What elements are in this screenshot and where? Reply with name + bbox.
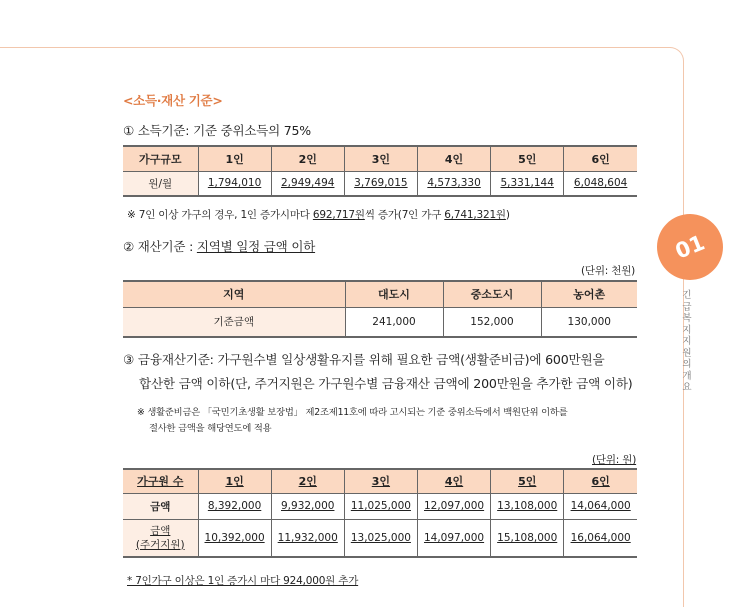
header-3: 3인 — [344, 469, 417, 493]
header-5: 5인 — [491, 469, 564, 493]
table-cell: 9,932,000 — [271, 493, 344, 519]
table-cell: 13,108,000 — [491, 493, 564, 519]
income-note: ※ 7인 이상 가구의 경우, 1인 증가시마다 692,717원씩 증가(7인 가구 6,741,321원) — [127, 209, 510, 221]
table-cell: 14,064,000 — [564, 493, 637, 519]
header-1: 1인 — [198, 469, 271, 493]
header-3: 3인 — [344, 146, 417, 171]
table-cell: 3,769,015 — [344, 171, 417, 196]
table-cell: 1,794,010 — [198, 171, 271, 196]
table-cell: 11,932,000 — [271, 519, 344, 557]
row-label: 원/월 — [123, 171, 198, 196]
chapter-side-label: 긴급복지지원의 개요 — [682, 290, 692, 393]
table-cell: 6,048,604 — [564, 171, 637, 196]
header-5: 5인 — [491, 146, 564, 171]
table-cell: 152,000 — [443, 307, 541, 337]
table-cell: 2,949,494 — [271, 171, 344, 196]
financial-table — [123, 468, 637, 558]
row-label: 금액 — [123, 493, 198, 519]
income-table — [123, 145, 637, 197]
section-title: <소득·재산 기준> — [123, 93, 223, 108]
table-cell: 15,108,000 — [491, 519, 564, 557]
financial-note-2: 절사한 금액을 해당연도에 적용 — [149, 423, 272, 434]
property-table — [123, 280, 637, 338]
financial-line-1: ③ 금융재산기준: 가구원수별 일상생활유지를 위해 필요한 금액(생활준비금)에 600만원을 — [123, 352, 605, 367]
row-label-housing: 금액 (주거지원) — [123, 519, 198, 557]
header-household-members: 가구원 수 — [123, 469, 198, 493]
table-cell: 16,064,000 — [564, 519, 637, 557]
header-rural: 농어촌 — [541, 281, 637, 307]
header-6: 6인 — [564, 146, 637, 171]
table-cell: 130,000 — [541, 307, 637, 337]
table-cell: 10,392,000 — [198, 519, 271, 557]
financial-line-2: 합산한 금액 이하(단, 주거지원은 가구원수별 금융재산 금액에 200만원을 추가한 금액 이하) — [139, 376, 633, 391]
table-cell: 8,392,000 — [198, 493, 271, 519]
row-label: 기준금액 — [123, 307, 345, 337]
financial-note-1: ※ 생활준비금은 「국민기초생활 보장법」 제2조제11호에 따라 고시되는 기준 중위소득에서 백원단위 이하를 — [137, 407, 568, 418]
income-marker: ① — [123, 123, 135, 138]
table-cell: 11,025,000 — [344, 493, 417, 519]
note-total: 6,741,321원 — [444, 209, 506, 221]
header-2: 2인 — [271, 469, 344, 493]
header-small-city: 중소도시 — [443, 281, 541, 307]
chapter-badge: 01 — [647, 204, 733, 290]
header-4: 4인 — [417, 146, 490, 171]
table-cell: 241,000 — [345, 307, 443, 337]
table-cell: 13,025,000 — [344, 519, 417, 557]
property-unit: (단위: 천원) — [581, 265, 636, 277]
property-label: 재산기준 : — [137, 239, 194, 254]
header-metro: 대도시 — [345, 281, 443, 307]
income-text: 소득기준: 기준 중위소득의 75% — [137, 123, 311, 138]
header-1: 1인 — [198, 146, 271, 171]
header-6: 6인 — [564, 469, 637, 493]
header-2: 2인 — [271, 146, 344, 171]
note-amount: 692,717원 — [312, 209, 365, 221]
table-cell: 5,331,144 — [491, 171, 564, 196]
table-cell: 12,097,000 — [417, 493, 490, 519]
header-region: 지역 — [123, 281, 345, 307]
table-cell: 14,097,000 — [417, 519, 490, 557]
table-cell: 4,573,330 — [417, 171, 490, 196]
property-marker: ② — [123, 239, 135, 254]
header-household-size: 가구규모 — [123, 146, 198, 171]
financial-unit: (단위: 원) — [592, 454, 637, 466]
property-text: 지역별 일정 금액 이하 — [196, 239, 316, 254]
property-criterion — [123, 237, 315, 255]
header-4: 4인 — [417, 469, 490, 493]
financial-footnote: * 7인가구 이상은 1인 증가시 마다 924,000원 추가 — [127, 575, 359, 587]
income-criterion — [123, 121, 311, 139]
